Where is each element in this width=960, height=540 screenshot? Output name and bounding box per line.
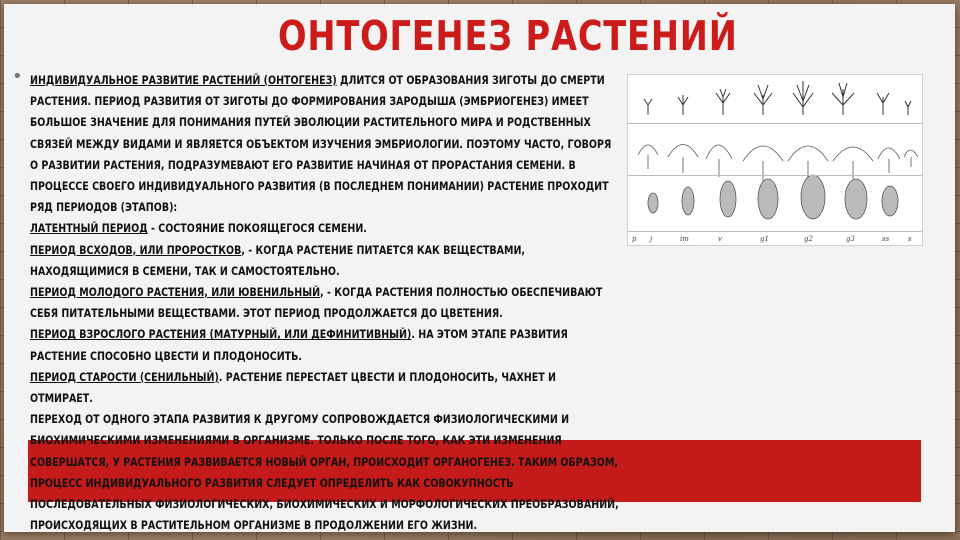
stage-label-j: j xyxy=(650,235,653,243)
paragraph-intro-text: ДЛИТСЯ ОТ ОБРАЗОВАНИЯ ЗИГОТЫ ДО СМЕРТИ РАСТЕНИЯ. ПЕРИОД РАЗВИТИЯ ОТ ЗИГОТЫ ДО ФОРМИРОВАНИЯ ЗАРОДЫША (ЭМБРИОГЕНЕЗ) ИМЕЕТ БОЛЬШОЕ ЗНАЧЕНИЕ ДЛЯ ПОНИМАНИЯ ПУТЕЙ ЭВОЛЮЦИИ РАСТИТЕЛЬНОГО МИРА И РОДСТВЕННЫХ СВЯЗЕЙ МЕЖДУ ВИДАМИ И ЯВЛЯЕТСЯ ОБЪЕКТОМ ИЗУЧЕНИЯ ЭМБРИОЛОГИИ. ПОЭТОМУ ЧАСТО, ГОВОРЯ О РАЗВИТИИ РАСТЕНИЯ, ПОДРАЗУМЕВАЮТ ЕГО РАЗВИТИЕ НАЧИНАЯ ОТ ПРОРАСТАНИЯ СЕМЕНИ. В ПРОЦЕССЕ СВОЕГО ИНДИВИДУАЛЬНОГО РАЗВИТИЯ (В ПОСЛЕДНЕМ ПОНИМАНИИ) РАСТЕНИЕ ПРОХОДИТ РЯД ПЕРИОДОВ (ЭТАПОВ): xyxy=(30,73,612,215)
figure-divider-2 xyxy=(628,175,922,176)
paragraph-juvenile xyxy=(30,282,620,324)
term-ontogenesis: ИНДИВИДУАЛЬНОЕ РАЗВИТИЕ РАСТЕНИЙ (ОНТОГЕНЕЗ) xyxy=(30,73,337,87)
term-juvenile: ПЕРИОД МОЛОДОГО РАСТЕНИЯ, ИЛИ ЮВЕНИЛЬНЫЙ xyxy=(30,285,321,300)
paragraph-intro xyxy=(30,70,620,218)
stage-label-v: v xyxy=(718,235,722,243)
slide-title: ОНТОГЕНЕЗ РАСТЕНИЙ xyxy=(278,12,738,60)
stage-label-g3: g3 xyxy=(846,235,855,243)
paragraph-seedlings xyxy=(30,240,620,282)
paragraph-seedlings-text: , - КОГДА РАСТЕНИЕ ПИТАЕТСЯ КАК ВЕЩЕСТВАМИ, НАХОДЯЩИМИСЯ В СЕМЕНИ, ТАК И САМОСТОЯТЕЛЬНО. xyxy=(30,242,526,278)
term-latent: ЛАТЕНТНЫЙ ПЕРИОД xyxy=(30,221,148,236)
plant-stages-illustration xyxy=(628,75,922,245)
term-mature: ПЕРИОД ВЗРОСЛОГО РАСТЕНИЯ (МАТУРНЫЙ, ИЛИ ДЕФИНИТИВНЫЙ) xyxy=(30,327,412,342)
bullet-icon: • xyxy=(12,66,23,87)
plant-stages-figure xyxy=(627,74,923,246)
figure-divider-3 xyxy=(628,231,922,232)
term-seedlings: ПЕРИОД ВСХОДОВ, ИЛИ ПРОРОСТКОВ xyxy=(30,242,242,257)
paragraph-latent-text: - СОСТОЯНИЕ ПОКОЯЩЕГОСЯ СЕМЕНИ. xyxy=(147,221,367,236)
term-senile: ПЕРИОД СТАРОСТИ (СЕНИЛЬНЫЙ) xyxy=(30,369,219,384)
paragraph-mature xyxy=(30,324,620,366)
paragraph-juvenile-text: , - КОГДА РАСТЕНИЯ ПОЛНОСТЬЮ ОБЕСПЕЧИВАЮТ СЕБЯ ПИТАТЕЛЬНЫМИ ВЕЩЕСТВАМИ. ЭТОТ ПЕРИОД ПРОДОЛЖАЕТСЯ ДО ЦВЕТЕНИЯ. xyxy=(30,285,603,321)
stage-label-p: p xyxy=(632,235,637,243)
paragraph-latent xyxy=(30,218,620,239)
paragraph-transition: ПЕРЕХОД ОТ ОДНОГО ЭТАПА РАЗВИТИЯ К ДРУГОМУ СОПРОВОЖДАЕТСЯ ФИЗИОЛОГИЧЕСКИМИ И БИОХИМИЧЕСКИМИ ИЗМЕНЕНИЯМИ В ОРГАНИЗМЕ. ТОЛЬКО ПОСЛЕ ТОГО, КАК ЭТИ ИЗМЕНЕНИЯ СОВЕРШАТСЯ, У РАСТЕНИЯ РАЗВИВАЕТСЯ НОВЫЙ ОРГАН, ПРОИСХОДИТ ОРГАНОГЕНЕЗ. ТАКИМ ОБРАЗОМ, ПРОЦЕСС ИНДИВИДУАЛЬНОГО РАЗВИТИЯ СЛЕДУЕТ ОПРЕДЕЛИТЬ КАК СОВОКУПНОСТЬ ПОСЛЕДОВАТЕЛЬНЫХ ФИЗИОЛОГИЧЕСКИХ, БИОХИМИЧЕСКИХ И МОРФОЛОГИЧЕСКИХ ПРЕОБРАЗОВАНИЙ, ПРОИСХОДЯЩИХ В РАСТИТЕЛЬНОМ ОРГАНИЗМЕ В ПРОДОЛЖЕНИИ ЕГО ЖИЗНИ. xyxy=(30,412,619,533)
stage-label-s: s xyxy=(908,235,912,243)
stage-label-ss: ss xyxy=(882,235,890,243)
paragraph-mature-text: . НА ЭТОМ ЭТАПЕ РАЗВИТИЯ РАСТЕНИЕ СПОСОБНО ЦВЕСТИ И ПЛОДОНОСИТЬ. xyxy=(30,327,568,363)
stage-label-g1: g1 xyxy=(760,235,769,243)
stage-label-g2: g2 xyxy=(804,235,813,243)
body-text xyxy=(30,70,620,536)
paragraph-senile-text: . РАСТЕНИЕ ПЕРЕСТАЕТ ЦВЕСТИ И ПЛОДОНОСИТЬ, ЧАХНЕТ И ОТМИРАЕТ. xyxy=(30,369,556,406)
figure-divider-1 xyxy=(628,123,922,124)
stage-label-im: im xyxy=(680,235,689,243)
paragraph-senile xyxy=(30,367,620,409)
